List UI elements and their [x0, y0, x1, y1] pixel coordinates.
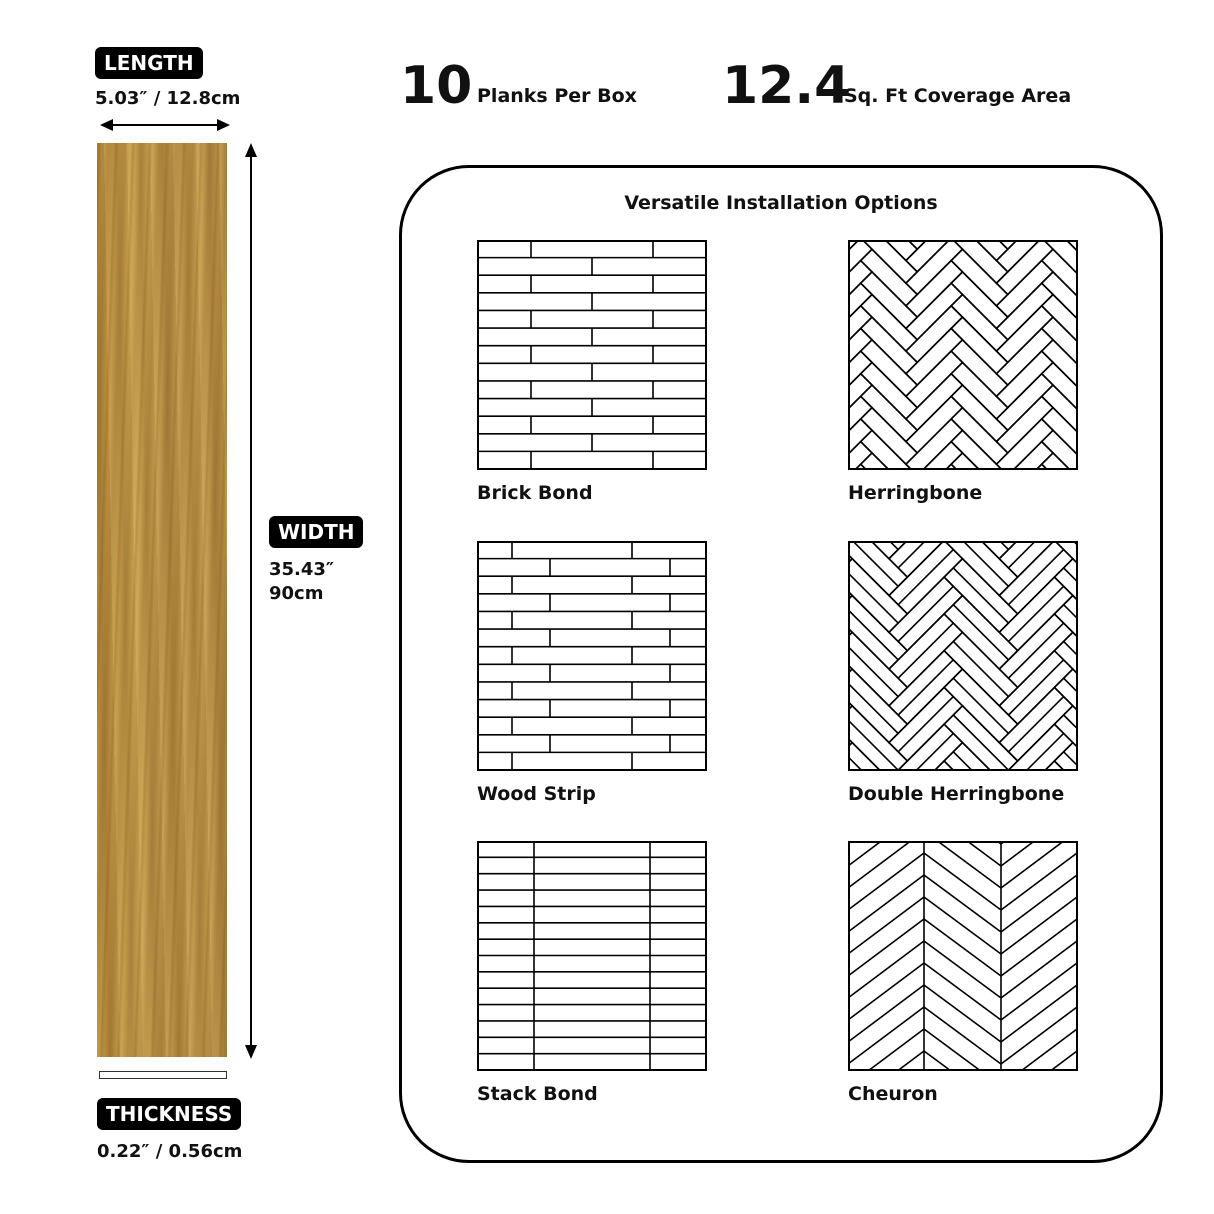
double-herringbone-pattern-lines: [848, 541, 1078, 771]
strip-pattern-diagram: [477, 541, 707, 771]
panel-title: Versatile Installation Options: [624, 192, 938, 214]
width-value-inches: 35.43″: [269, 559, 334, 580]
coverage-number: 12.4: [722, 56, 851, 116]
thickness-tag: THICKNESS: [97, 1098, 241, 1130]
width-value-cm: 90cm: [269, 583, 324, 604]
thickness-value: 0.22″ / 0.56cm: [97, 1141, 243, 1162]
herringbone-pattern-diagram: [848, 240, 1078, 470]
length-tag: LENGTH: [95, 47, 203, 79]
stack-pattern-diagram: [477, 841, 707, 1071]
width-arrow-icon: [240, 140, 262, 1062]
brick-label: Brick Bond: [477, 482, 593, 504]
strip-pattern-lines: [477, 541, 706, 770]
length-value: 5.03″ / 12.8cm: [95, 88, 241, 109]
stack-pattern-lines: [477, 841, 706, 1070]
brick-pattern-diagram: [477, 240, 707, 470]
thickness-profile: [99, 1071, 227, 1079]
herringbone-label: Herringbone: [848, 482, 983, 504]
double-herringbone-label: Double Herringbone: [848, 783, 1065, 805]
double-herringbone-pattern-diagram: [848, 541, 1078, 771]
strip-label: Wood Strip: [477, 783, 596, 805]
brick-pattern-lines: [477, 240, 706, 469]
chevron-label: Cheuron: [848, 1083, 938, 1105]
chevron-pattern-diagram: [848, 841, 1078, 1071]
planks-label: Planks Per Box: [477, 85, 637, 107]
herringbone-pattern-lines: [848, 240, 1078, 470]
planks-count: 10: [400, 56, 473, 116]
width-tag: WIDTH: [269, 516, 363, 548]
stack-label: Stack Bond: [477, 1083, 598, 1105]
length-arrow-icon: [95, 115, 235, 135]
chevron-pattern-lines: [848, 841, 1077, 1071]
wood-plank-image: [97, 143, 227, 1057]
coverage-label: Sq. Ft Coverage Area: [844, 85, 1072, 107]
